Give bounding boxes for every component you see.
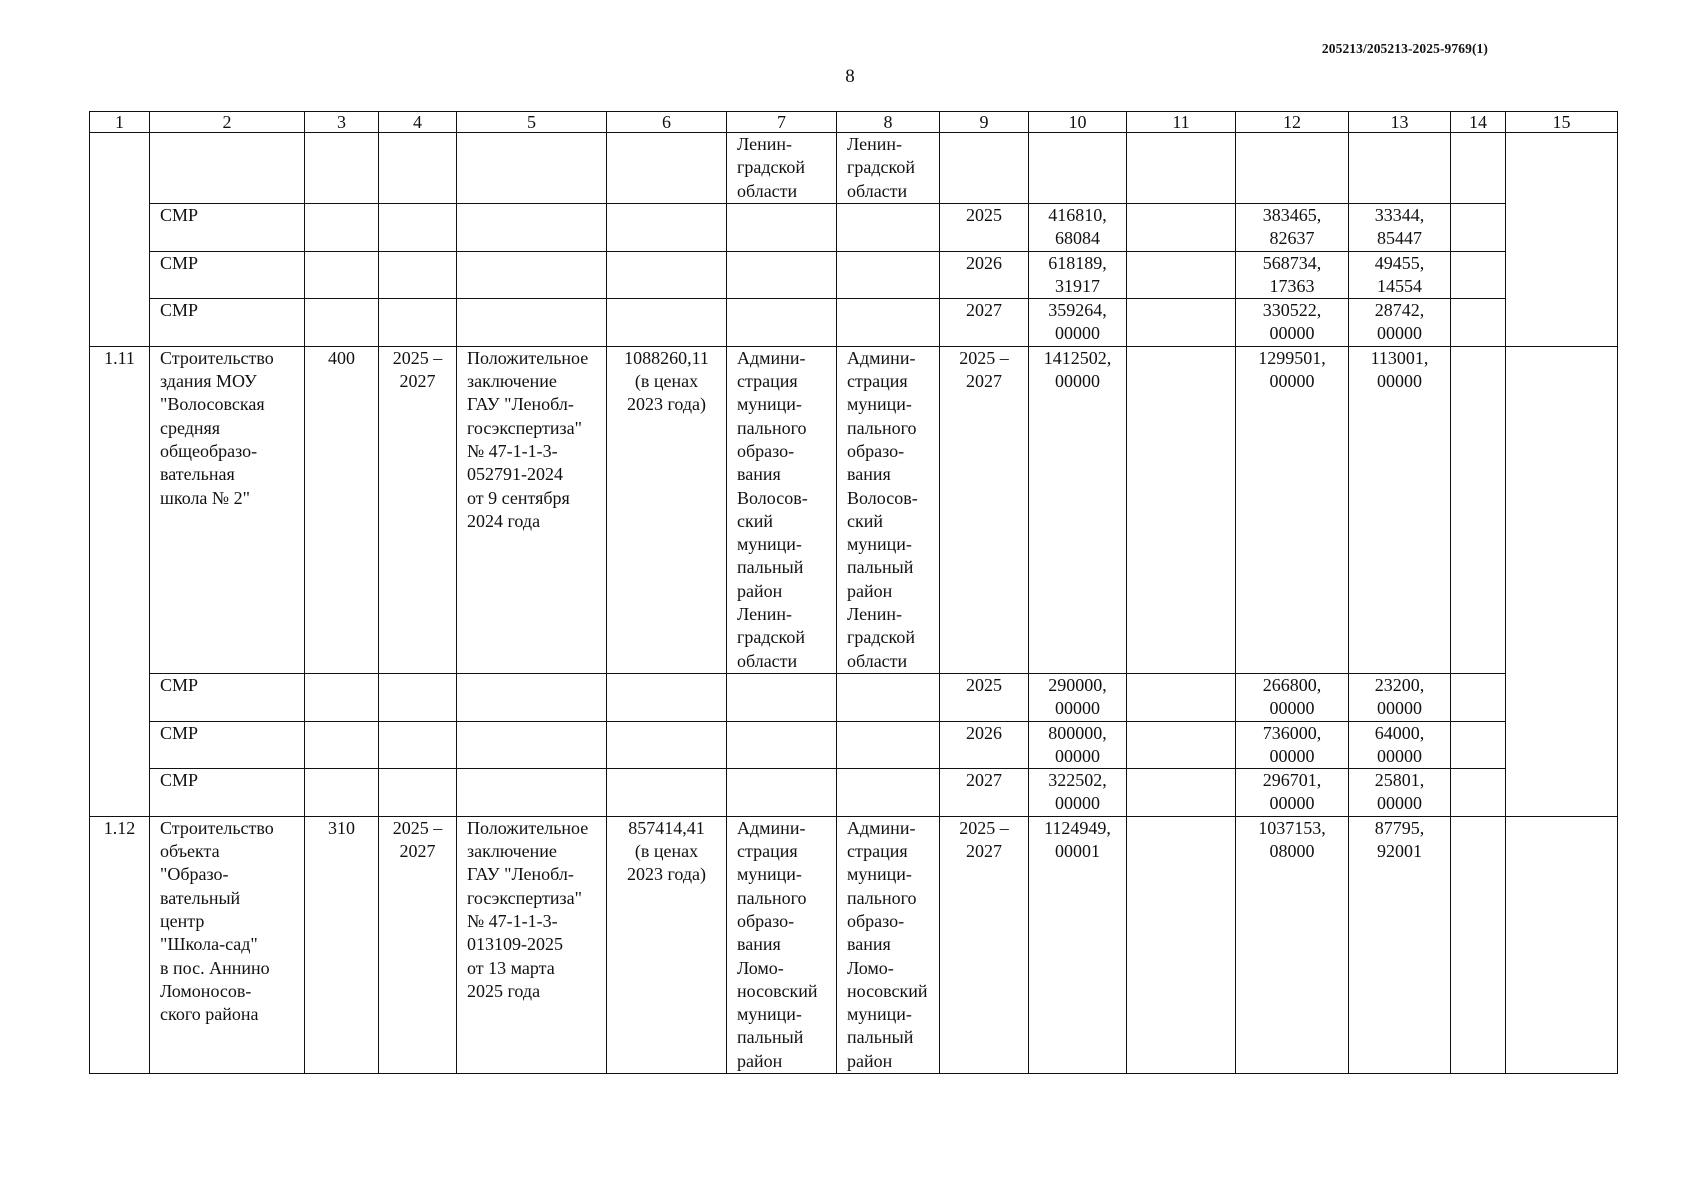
local-amount-cell: 49455, 14554 [1349, 251, 1451, 299]
table-cell [1451, 673, 1506, 721]
capacity-cell: 400 [305, 346, 379, 673]
table-cell [457, 133, 607, 204]
regional-amount-cell: 736000, 00000 [1236, 721, 1349, 769]
table-cell [1451, 204, 1506, 252]
year-cell: 2025 – 2027 [940, 816, 1029, 1073]
customer-cell: Админи- страция муници- пального образо- вания Волосов- ский муници- пальный район Ленин- градской области [727, 346, 837, 673]
capacity-cell: 310 [305, 816, 379, 1073]
table-cell [1029, 133, 1127, 204]
table-row [90, 721, 1618, 769]
program-table [89, 111, 1618, 1074]
column-number: 6 [607, 112, 727, 133]
local-amount-cell: 25801, 00000 [1349, 769, 1451, 817]
table-cell [305, 769, 379, 817]
total-amount-cell: 1412502, 00000 [1029, 346, 1127, 673]
year-cell: 2025 [940, 204, 1029, 252]
table-cell [1506, 346, 1618, 816]
table-cell [1127, 816, 1236, 1073]
table-row [90, 769, 1618, 817]
table-cell [607, 133, 727, 204]
table-cell [727, 204, 837, 252]
estimate-cost-cell: 857414,41 (в ценах 2023 года) [607, 816, 727, 1073]
total-amount-cell: 1124949, 00001 [1029, 816, 1127, 1073]
total-amount-cell: 800000, 00000 [1029, 721, 1127, 769]
work-type-label: СМР [150, 769, 305, 817]
row-number-cell: 1.12 [90, 816, 150, 1073]
table-cell [1236, 133, 1349, 204]
table-cell [1451, 299, 1506, 347]
table-cell [1349, 133, 1451, 204]
table-cell [1127, 299, 1236, 347]
table-cell [1451, 769, 1506, 817]
developer-cell: Админи- страция муници- пального образо- вания Волосов- ский муници- пальный район Ленин- градской области [837, 346, 940, 673]
table-cell [379, 133, 457, 204]
work-type-label: СМР [150, 204, 305, 252]
customer-cell: Админи- страция муници- пального образо- вания Ломо- носовский муници- пальный район [727, 816, 837, 1073]
period-cell: 2025 – 2027 [379, 346, 457, 673]
work-type-label: СМР [150, 721, 305, 769]
table-cell [837, 299, 940, 347]
row-number-cell [90, 133, 150, 347]
total-amount-cell: 359264, 00000 [1029, 299, 1127, 347]
table-cell [727, 673, 837, 721]
table-cell [1451, 721, 1506, 769]
total-amount-cell: 322502, 00000 [1029, 769, 1127, 817]
customer-cell: Ленин- градской области [727, 133, 837, 204]
table-cell [457, 299, 607, 347]
table-cell [837, 251, 940, 299]
table-row [90, 816, 1618, 1073]
table-cell [727, 251, 837, 299]
column-number: 3 [305, 112, 379, 133]
regional-amount-cell: 568734, 17363 [1236, 251, 1349, 299]
table-cell [607, 204, 727, 252]
table-cell [379, 251, 457, 299]
column-number: 8 [837, 112, 940, 133]
table-cell [837, 769, 940, 817]
page-number: 8 [845, 66, 855, 87]
table-cell [457, 769, 607, 817]
year-cell: 2027 [940, 769, 1029, 817]
developer-cell: Ленин- градской области [837, 133, 940, 204]
table-cell [607, 721, 727, 769]
year-cell: 2026 [940, 251, 1029, 299]
year-cell: 2027 [940, 299, 1029, 347]
row-number-cell: 1.11 [90, 346, 150, 816]
total-amount-cell: 416810, 68084 [1029, 204, 1127, 252]
table-cell [727, 299, 837, 347]
table-cell [1127, 204, 1236, 252]
regional-amount-cell: 1037153, 08000 [1236, 816, 1349, 1073]
table-cell [379, 769, 457, 817]
table-cell [1127, 133, 1236, 204]
table-cell [1506, 133, 1618, 347]
table-cell [727, 721, 837, 769]
column-number: 10 [1029, 112, 1127, 133]
local-amount-cell: 64000, 00000 [1349, 721, 1451, 769]
table-cell [457, 721, 607, 769]
table-cell [607, 299, 727, 347]
table-cell [305, 721, 379, 769]
total-amount-cell: 618189, 31917 [1029, 251, 1127, 299]
column-number: 15 [1506, 112, 1618, 133]
table-cell [457, 204, 607, 252]
table-row [90, 204, 1618, 252]
table-cell [940, 133, 1029, 204]
column-number-row [90, 112, 1618, 133]
table-row [90, 673, 1618, 721]
column-number: 2 [150, 112, 305, 133]
column-number: 1 [90, 112, 150, 133]
expertise-cell: Положительное заключение ГАУ "Ленобл- госэкспертиза" № 47-1-1-3- 052791-2024 от 9 сентября 2024 года [457, 346, 607, 673]
object-name-cell: Строительство здания МОУ "Волосовская средняя общеобразо- вательная школа № 2" [150, 346, 305, 673]
table-cell [457, 251, 607, 299]
total-amount-cell: 290000, 00000 [1029, 673, 1127, 721]
column-number: 7 [727, 112, 837, 133]
regional-amount-cell: 1299501, 00000 [1236, 346, 1349, 673]
table-cell [607, 769, 727, 817]
column-number: 13 [1349, 112, 1451, 133]
work-type-label: СМР [150, 251, 305, 299]
object-name-cell: Строительство объекта "Образо- вательный центр "Школа-сад" в пос. Аннино Ломоносов- ского района [150, 816, 305, 1073]
table-cell [457, 673, 607, 721]
table-cell [1127, 251, 1236, 299]
table-cell [607, 251, 727, 299]
table-cell [837, 721, 940, 769]
table-cell [305, 204, 379, 252]
expertise-cell: Положительное заключение ГАУ "Ленобл- госэкспертиза" № 47-1-1-3- 013109-2025 от 13 марта 2025 года [457, 816, 607, 1073]
table-cell [837, 204, 940, 252]
table-cell [379, 299, 457, 347]
table-cell [305, 673, 379, 721]
work-type-label: СМР [150, 299, 305, 347]
column-number: 5 [457, 112, 607, 133]
table-cell [1451, 251, 1506, 299]
year-cell: 2026 [940, 721, 1029, 769]
table-cell [1127, 673, 1236, 721]
regional-amount-cell: 266800, 00000 [1236, 673, 1349, 721]
column-number: 14 [1451, 112, 1506, 133]
local-amount-cell: 23200, 00000 [1349, 673, 1451, 721]
table-cell [1451, 133, 1506, 204]
table-cell [727, 769, 837, 817]
table-cell [379, 721, 457, 769]
table-cell [379, 204, 457, 252]
table-cell [379, 673, 457, 721]
regional-amount-cell: 330522, 00000 [1236, 299, 1349, 347]
table-cell [1451, 816, 1506, 1073]
local-amount-cell: 28742, 00000 [1349, 299, 1451, 347]
table-row [90, 251, 1618, 299]
table-cell [1127, 769, 1236, 817]
table-cell [1127, 721, 1236, 769]
year-cell: 2025 – 2027 [940, 346, 1029, 673]
table-cell [305, 299, 379, 347]
developer-cell: Админи- страция муници- пального образо- вания Ломо- носовский муници- пальный район [837, 816, 940, 1073]
table-cell [1506, 816, 1618, 1073]
local-amount-cell: 113001, 00000 [1349, 346, 1451, 673]
table-cell [150, 133, 305, 204]
document-number: 205213/205213-2025-9769(1) [1321, 41, 1488, 56]
table-row [90, 299, 1618, 347]
column-number: 4 [379, 112, 457, 133]
table-cell [607, 673, 727, 721]
local-amount-cell: 33344, 85447 [1349, 204, 1451, 252]
column-number: 11 [1127, 112, 1236, 133]
table-cell [837, 673, 940, 721]
column-number: 9 [940, 112, 1029, 133]
table-row [90, 346, 1618, 673]
table-cell [305, 133, 379, 204]
table-row [90, 133, 1618, 204]
regional-amount-cell: 383465, 82637 [1236, 204, 1349, 252]
estimate-cost-cell: 1088260,11 (в ценах 2023 года) [607, 346, 727, 673]
table-cell [1451, 346, 1506, 673]
year-cell: 2025 [940, 673, 1029, 721]
table-cell [305, 251, 379, 299]
regional-amount-cell: 296701, 00000 [1236, 769, 1349, 817]
work-type-label: СМР [150, 673, 305, 721]
period-cell: 2025 – 2027 [379, 816, 457, 1073]
table-cell [1127, 346, 1236, 673]
column-number: 12 [1236, 112, 1349, 133]
local-amount-cell: 87795, 92001 [1349, 816, 1451, 1073]
